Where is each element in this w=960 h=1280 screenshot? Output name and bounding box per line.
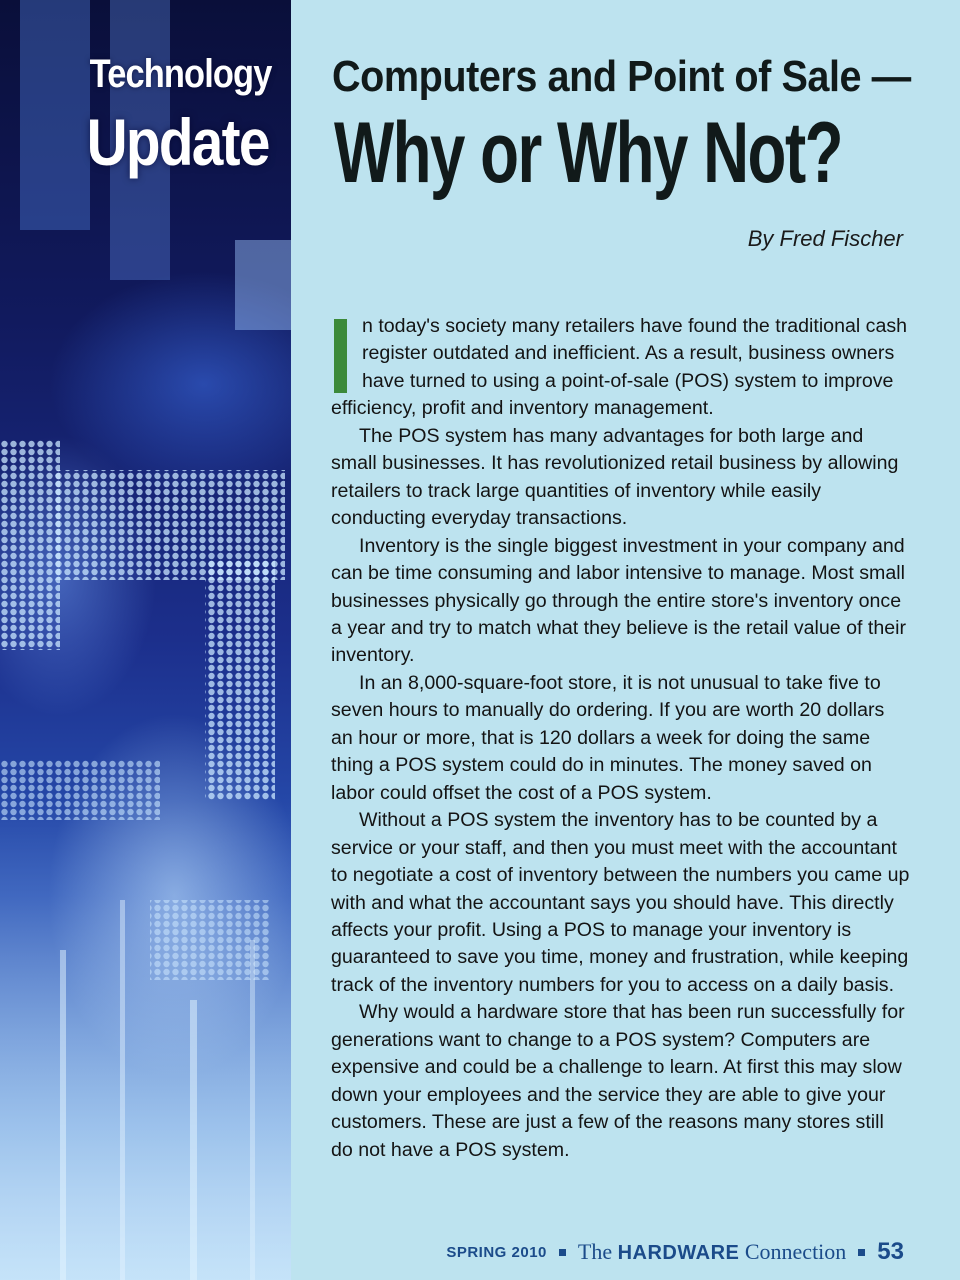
article-paragraph: The POS system has many advantages for both large and small businesses. It has revolutionized retail business by allowing retailers to track large quantities of inventory while easily conducting everyday transactions.: [331, 424, 899, 530]
article-body: [331, 313, 911, 1164]
headline-line-2: Why or Why Not?: [334, 105, 843, 201]
article-paragraph: Why would a hardware store that has been run successfully for generations want to change to a POS system? Computers are expensive and could be a challenge to learn. At first this may slow down your employees and the service they are able to give your customers. These are just a few of the reasons many stores still do not have a POS system.: [331, 1001, 905, 1161]
drop-cap: [334, 319, 347, 393]
article-paragraph: [331, 313, 911, 423]
binary-code-art: [0, 0, 291, 1280]
section-label-update: Update: [86, 105, 269, 179]
byline: By Fred Fischer: [747, 226, 903, 251]
publication-name: [578, 1239, 846, 1265]
article-paragraph: Inventory is the single biggest investment in your company and can be time consuming and labor intensive to manage. Most small businesses physically go through the entire store's inventory once a year and try to match what they believe is the retail value of their inventory.: [331, 534, 907, 667]
page-footer: [384, 1236, 904, 1268]
issue-season: SPRING 2010: [446, 1243, 547, 1261]
section-label-technology: Technology: [89, 52, 271, 96]
decorative-tech-image: [0, 0, 291, 1280]
publication-prefix: The: [577, 1239, 613, 1264]
article-paragraph: In an 8,000-square-foot store, it is not unusual to take five to seven hours to manually do ordering. If you are worth 20 dollars an hour or more, that is 120 dollars a week for doing the same thing a POS system could do in minutes. The money saved on labor could offset the cost of a POS system.: [331, 671, 885, 804]
footer-separator: [858, 1249, 865, 1256]
publication-suffix: Connection: [744, 1239, 847, 1264]
headline-line-1: Computers and Point of Sale —: [332, 52, 911, 101]
paragraph-text: n today's society many retailers have found the traditional cash register outdated and inefficient. As a result, business owners have turned to using a point-of-sale (POS) system to improve efficiency, profit and inventory management.: [331, 315, 908, 420]
page-number: 53: [877, 1238, 904, 1265]
footer-separator: [559, 1249, 566, 1256]
article-paragraph: Without a POS system the inventory has to be counted by a service or your staff, and then you must meet with the accountant to negotiate a cost of inventory between the numbers you came up with and what the accountant says you should have. This directly affects your profit. Using a POS to manage your inventory is guaranteed to save you time, money and frustration, while keeping track of the inventory numbers for you to access on a daily basis.: [331, 809, 910, 996]
publication-main: HARDWARE: [617, 1242, 740, 1264]
